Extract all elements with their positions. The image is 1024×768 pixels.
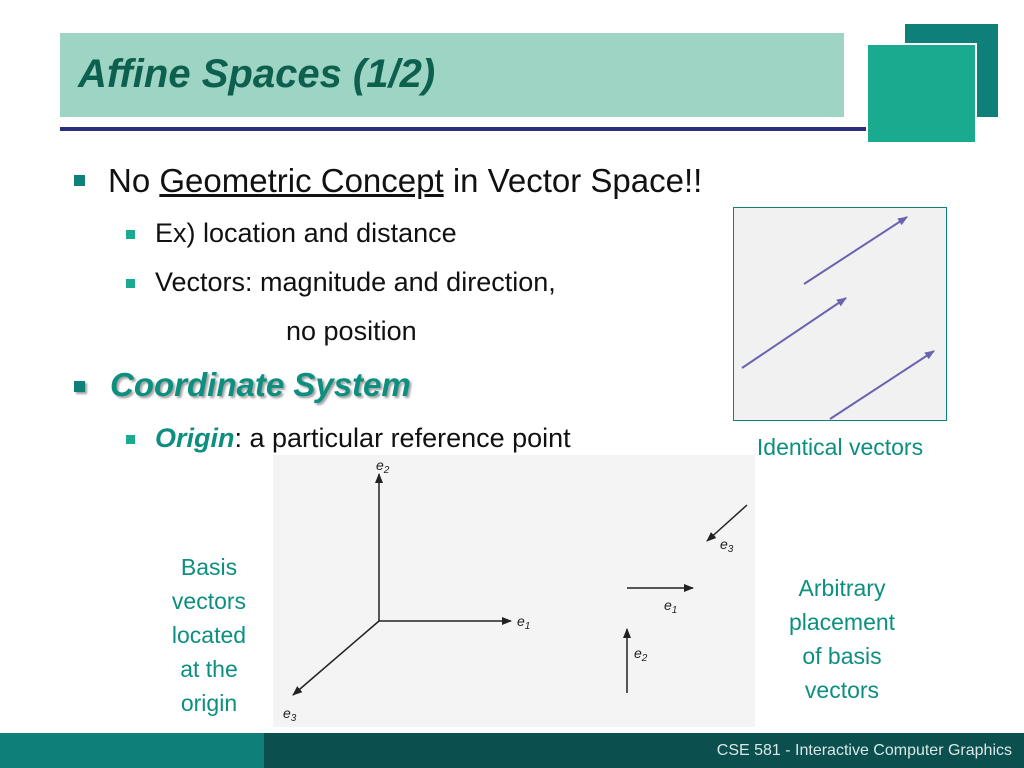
origin-term: Origin <box>155 423 235 453</box>
sub-bullet-origin <box>155 423 571 454</box>
footer-accent <box>0 733 264 768</box>
caption-line: Arbitrary <box>798 575 886 601</box>
bullet-coordinate-system: Coordinate System <box>110 366 411 403</box>
bullet-text-post: in Vector Space!! <box>443 162 703 199</box>
sub-bullet-marker <box>126 230 135 239</box>
vector-arrow <box>830 351 934 419</box>
footer-course-title: CSE 581 - Interactive Computer Graphics <box>716 742 1012 759</box>
identical-vectors-caption: Identical vectors <box>756 434 924 460</box>
caption-line: of basis <box>802 643 882 669</box>
sub-bullet-location: Ex) location and distance <box>155 218 457 248</box>
bullet-geometric-concept <box>108 162 702 200</box>
slide-title: Affine Spaces (1/2) <box>78 52 436 96</box>
label-e1: $e_1$ <box>517 613 531 632</box>
bullet-text-underlined: Geometric Concept <box>159 162 444 199</box>
basis-origin-caption <box>150 550 268 720</box>
origin-definition: : a particular reference point <box>234 423 571 453</box>
sub-bullet-marker <box>126 279 135 288</box>
caption-line: Basis <box>180 554 238 580</box>
identical-vectors-figure <box>733 207 947 421</box>
caption-line: at the <box>180 656 238 682</box>
title-divider <box>60 127 868 131</box>
label-e1-arbitrary: $e_1$ <box>664 597 678 616</box>
vector-arrow <box>742 298 846 368</box>
bullet-marker <box>74 381 85 392</box>
sub-bullet-vectors-continued: no position <box>286 316 417 346</box>
identical-vectors-drawing <box>734 208 946 420</box>
caption-line: origin <box>180 690 238 716</box>
sub-bullet-vectors: Vectors: magnitude and direction, <box>155 267 556 297</box>
caption-line: vectors <box>171 588 247 614</box>
caption-line: placement <box>788 609 896 635</box>
label-e2: $e_2$ <box>376 457 390 476</box>
label-e3-arbitrary: $e_3$ <box>720 536 734 555</box>
vector-arrow <box>804 217 907 284</box>
bullet-marker <box>74 175 85 186</box>
label-e2-arbitrary: $e_2$ <box>634 645 648 664</box>
basis-vectors-drawing <box>273 455 755 727</box>
basis-e3-arrow <box>293 621 379 695</box>
arbitrary-placement-caption <box>766 571 918 707</box>
sub-bullet-marker <box>126 435 135 444</box>
bullet-text-pre: No <box>108 162 160 199</box>
caption-line: located <box>171 622 247 648</box>
caption-line: vectors <box>804 677 880 703</box>
label-e3: $e_3$ <box>283 705 297 724</box>
decorative-square-front <box>866 43 977 144</box>
basis-vectors-figure <box>273 455 755 727</box>
